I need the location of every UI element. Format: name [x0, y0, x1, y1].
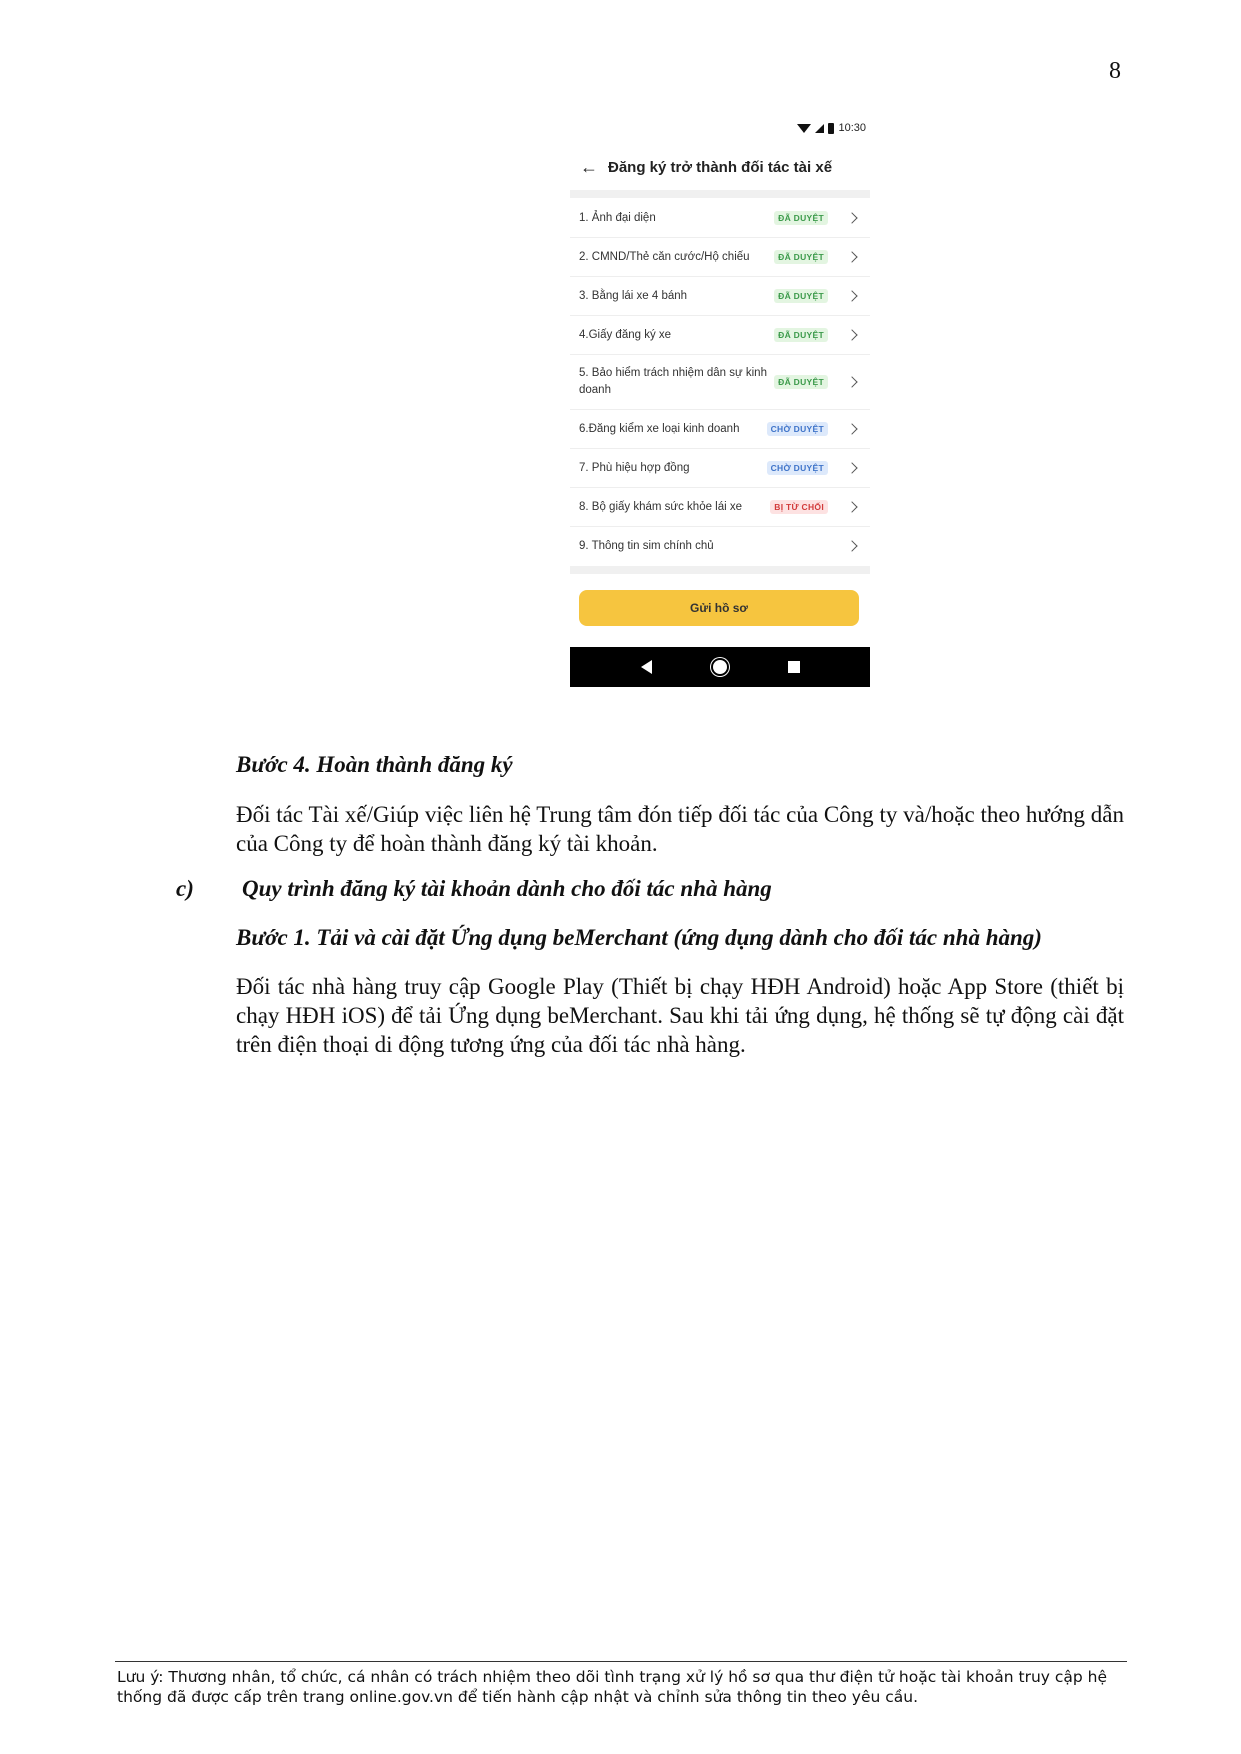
chevron-right-icon — [846, 501, 857, 512]
section-c-heading — [176, 876, 1126, 902]
chevron-right-icon — [846, 423, 857, 434]
step1-heading-rest: . Tải và cài đặt Ứng dụng beMerchant (ứng dụng dành cho đối tác nhà hàng) — [304, 925, 1042, 950]
section-title: Quy trình đăng ký tài khoản dành cho đối tác nhà hàng — [242, 876, 772, 901]
status-badge: ĐÃ DUYỆT — [774, 289, 828, 303]
step4-paragraph: Đối tác Tài xế/Giúp việc liên hệ Trung tâm đón tiếp đối tác của Công ty và/hoặc theo hướng dẫn của Công ty để hoàn thành đăng ký tài khoản. — [236, 802, 1124, 856]
item-label: 8. Bộ giấy khám sức khỏe lái xe — [579, 500, 743, 513]
list-item[interactable] — [570, 488, 870, 527]
item-label: 5. Bảo hiểm trách nhiệm dân sự kinh doanh — [579, 367, 767, 396]
status-badge: ĐÃ DUYỆT — [774, 375, 828, 389]
footnote: Lưu ý: Thương nhân, tổ chức, cá nhân có trách nhiệm theo dõi tình trạng xử lý hồ sơ qua thư điện tử hoặc tài khoản truy cập hệ thống đã được cấp trên trang online.gov.vn để tiến hành cập nhật và chỉnh sửa thông tin theo yêu cầu. — [117, 1668, 1108, 1706]
list-item[interactable] — [570, 238, 870, 277]
status-badge: ĐÃ DUYỆT — [774, 211, 828, 225]
step1-paragraph: Đối tác nhà hàng truy cập Google Play (Thiết bị chạy HĐH Android) hoặc App Store (thiết bị chạy HĐH iOS) để tải Ứng dụng beMerchant. Sau khi tải ứng dụng, hệ thống sẽ tự động cài đặt trên điện thoại di động tương ứng của đối tác nhà hàng. — [236, 974, 1124, 1057]
app-header — [570, 152, 870, 182]
chevron-right-icon — [846, 462, 857, 473]
android-nav-bar — [570, 647, 870, 687]
section-marker: c) — [176, 876, 194, 901]
header-divider — [570, 190, 870, 198]
screen-title: Đăng ký trở thành đối tác tài xế — [608, 158, 833, 176]
list-item[interactable] — [570, 199, 870, 238]
item-label: 3. Bằng lái xe 4 bánh — [579, 289, 688, 302]
page-number: 8 — [1109, 58, 1121, 84]
item-label: 4.Giấy đăng ký xe — [579, 328, 672, 341]
status-time: 10:30 — [838, 122, 866, 134]
chevron-right-icon — [846, 540, 857, 551]
chevron-right-icon — [846, 329, 857, 340]
list-item[interactable] — [570, 527, 870, 565]
wifi-icon — [797, 124, 811, 133]
item-label: 9. Thông tin sim chính chủ — [579, 539, 714, 552]
status-badge: CHỜ DUYỆT — [767, 461, 828, 475]
phone-screenshot — [570, 112, 870, 687]
status-bar — [797, 120, 866, 136]
status-badge: CHỜ DUYỆT — [767, 422, 828, 436]
step1-heading-prefix: Bước 1 — [236, 925, 305, 950]
signal-icon — [815, 124, 824, 133]
back-arrow-icon[interactable]: ← — [580, 156, 598, 177]
nav-home-icon[interactable] — [713, 660, 727, 674]
list-footer-divider — [570, 566, 870, 574]
list-item[interactable] — [570, 355, 870, 410]
item-label: 7. Phù hiệu hợp đồng — [579, 461, 690, 474]
list-item[interactable] — [570, 316, 870, 355]
submit-application-button[interactable]: Gửi hồ sơ — [579, 590, 859, 626]
document-list — [570, 199, 870, 565]
status-badge: BỊ TỪ CHỐI — [770, 500, 828, 514]
item-label: 2. CMND/Thẻ căn cước/Hộ chiếu — [579, 250, 750, 263]
list-item[interactable] — [570, 410, 870, 449]
nav-back-icon[interactable] — [641, 660, 652, 674]
item-label: 6.Đăng kiểm xe loại kinh doanh — [579, 422, 740, 435]
nav-recent-apps-icon[interactable] — [788, 661, 800, 673]
battery-icon — [828, 123, 834, 134]
status-badge: ĐÃ DUYỆT — [774, 250, 828, 264]
step1-heading — [236, 925, 1042, 951]
status-badge: ĐÃ DUYỆT — [774, 328, 828, 342]
chevron-right-icon — [846, 212, 857, 223]
chevron-right-icon — [846, 251, 857, 262]
item-label: 1. Ảnh đại diện — [579, 211, 656, 224]
list-item[interactable] — [570, 277, 870, 316]
chevron-right-icon — [846, 376, 857, 387]
footnote-divider — [115, 1661, 1127, 1662]
list-item[interactable] — [570, 449, 870, 488]
chevron-right-icon — [846, 290, 857, 301]
step4-heading: Bước 4. Hoàn thành đăng ký — [236, 752, 513, 777]
